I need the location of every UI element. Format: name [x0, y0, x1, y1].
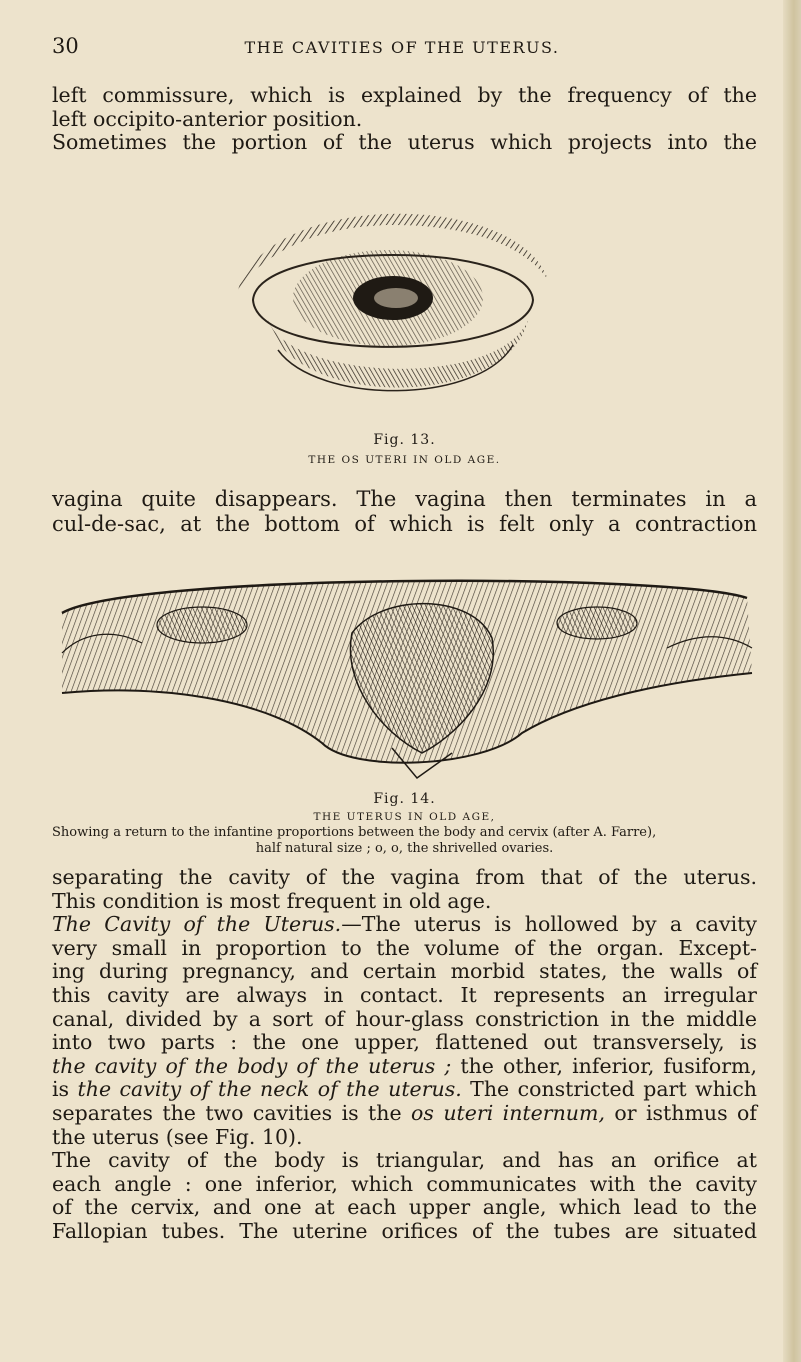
figure-title: THE UTERUS IN OLD AGE,	[313, 811, 496, 823]
text-line: Sometimes the portion of the uterus which projects into the	[52, 130, 757, 155]
text-line: of the cervix, and one at each upper angle, which lead to the	[52, 1195, 757, 1220]
text-line: ing during pregnancy, and certain morbid states, the walls of	[52, 959, 757, 984]
text-line	[52, 913, 757, 937]
text-line: each angle : one inferior, which communicates with the cavity	[52, 1171, 757, 1196]
text-fragment: —The uterus is hollowed by a cavity	[341, 912, 757, 937]
italic-term: the cavity of the body of the uterus ;	[52, 1053, 452, 1078]
text-line: left occipito-anterior position.	[52, 106, 363, 131]
text-line: this cavity are always in contact. It represents an irregular	[52, 982, 757, 1007]
page-number: 30	[52, 34, 79, 58]
text-line: separating the cavity of the vagina from that of the uterus.	[52, 865, 757, 889]
figure-13-engraving	[228, 180, 558, 420]
figure-14-caption	[52, 791, 757, 856]
text-fragment: or isthmus of	[604, 1100, 757, 1125]
text-line	[52, 1078, 757, 1102]
text-line: vagina quite disappears. The vagina then terminates in a	[52, 487, 757, 511]
text-line: left commissure, which is explained by the frequency of the	[52, 83, 757, 107]
text-line: Fallopian tubes. The uterine orifices of the tubes are situated	[52, 1218, 757, 1243]
paragraph-1	[52, 84, 757, 155]
figure-13-caption	[52, 432, 757, 466]
text-line	[52, 1102, 757, 1126]
text-line: This condition is most frequent in old age.	[52, 888, 492, 913]
text-line: very small in proportion to the volume of the organ. Except-	[52, 935, 757, 960]
figure-14-engraving	[52, 553, 757, 785]
text-line: The cavity of the body is triangular, and has an orifice at	[52, 1148, 757, 1173]
text-fragment: separates the two cavities is the	[52, 1100, 412, 1125]
paragraph-2	[52, 487, 757, 537]
figure-description: half natural size ; o, o, the shrivelled ovaries.	[255, 840, 554, 856]
figure-description: Showing a return to the infantine proportions between the body and cervix (after A. Farre),	[52, 825, 657, 840]
figure-label: Fig. 13.	[373, 432, 436, 448]
page-edge	[783, 0, 801, 1362]
figure-label: Fig. 14.	[373, 791, 436, 807]
text-fragment: the other, inferior, fusiform,	[451, 1053, 757, 1078]
text-fragment: is	[52, 1077, 78, 1102]
italic-term: the cavity of the neck of the uterus.	[77, 1077, 462, 1102]
text-line: the uterus (see Fig. 10).	[52, 1124, 303, 1149]
text-line: canal, divided by a sort of hour-glass constriction in the middle	[52, 1006, 757, 1031]
text-fragment: The constricted part which	[461, 1077, 758, 1102]
text-line: into two parts : the one upper, flattened out transversely, is	[52, 1030, 757, 1055]
italic-term: os uteri internum,	[411, 1100, 605, 1125]
text-line: cul-de-sac, at the bottom of which is felt only a contraction	[52, 512, 757, 536]
paragraph-3	[52, 866, 757, 1244]
running-header	[52, 34, 752, 60]
text-line	[52, 1055, 757, 1079]
figure-title: THE OS UTERI IN OLD AGE.	[308, 454, 501, 466]
italic-heading: The Cavity of the Uterus.	[52, 912, 342, 937]
running-title: THE CAVITIES OF THE UTERUS.	[244, 38, 560, 57]
